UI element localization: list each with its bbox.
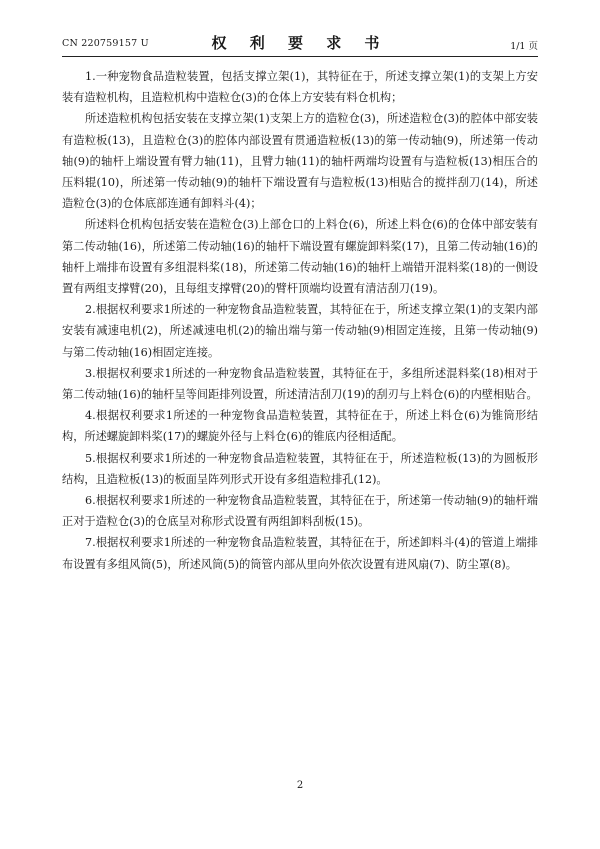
claim-2: 2.根据权利要求1所述的一种宠物食品造粒装置，其特征在于，所述支撑立架(1)的支架内部安装有减速电机(2)，所述减速电机(2)的输出端与第一传动轴(9)相固定连接，且第一传动轴(9)与第二传动轴(16)相固定连接。 — [62, 303, 538, 359]
page-number: 2 — [296, 780, 304, 791]
claim-6: 6.根据权利要求1所述的一种宠物食品造粒装置，其特征在于，所述第一传动轴(9)的轴杆端正对于造粒仓(3)的仓底呈对称形式设置有两组卸料刮板(15)。 — [62, 494, 538, 529]
document-title: 权 利 要 求 书 — [211, 34, 389, 52]
claim-7: 7.根据权利要求1所述的一种宠物食品造粒装置，其特征在于，所述卸料斗(4)的管道上端排布设置有多组风筒(5)，所述风筒(5)的筒管内部从里向外依次设置有进风扇(7)、防尘罩(8)。 — [62, 536, 538, 571]
claim-1-paragraph-3: 所述料仓机构包括安装在造粒仓(3)上部仓口的上料仓(6)，所述上料仓(6)的仓体中部安装有第二传动轴(16)，所述第二传动轴(16)的轴杆下端设置有螺旋卸料桨(17)，且第二传动轴(16)的轴杆上端排布设置有多组混料桨(18)，所述第二传动轴(16)的轴杆上端错开混料桨(18)的一侧设置有两组支撑臂(20)，且每组支撑臂(20)的臂杆顶端均设置有清洁刮刀(19)。 — [62, 218, 538, 296]
claim-1-paragraph: 1.一种宠物食品造粒装置，包括支撑立架(1)，其特征在于，所述支撑立架(1)的支架上方安装有造粒机构，且造粒机构中造粒仓(3)的仓体上方安装有料仓机构； — [62, 70, 538, 105]
page-indicator: 1/1 页 — [510, 41, 538, 52]
header-rule — [62, 56, 538, 57]
claim-3: 3.根据权利要求1所述的一种宠物食品造粒装置，其特征在于，多组所述混料桨(18)相对于第二传动轴(16)的轴杆呈等间距排列设置，所述清洁刮刀(19)的刮刃与上料仓(6)的内壁相贴合。 — [62, 366, 538, 402]
publication-number: CN 220759157 U — [62, 38, 149, 49]
page-header — [62, 30, 538, 54]
claims-body — [62, 66, 538, 575]
claim-5: 5.根据权利要求1所述的一种宠物食品造粒装置，其特征在于，所述造粒板(13)的为圆板形结构，且造粒板(13)的板面呈阵列形式开设有多组造粒排孔(12)。 — [62, 451, 538, 486]
claim-1-paragraph-2: 所述造粒机构包括安装在支撑立架(1)支架上方的造粒仓(3)，所述造粒仓(3)的腔体中部安装有造粒板(13)，且造粒仓(3)的腔体内部设置有贯通造粒板(13)的第一传动轴(9)，所述第一传动轴(9)的轴杆上端设置有臂力轴(11)，且臂力轴(11)的轴杆两端均设置有与造粒板(13)相压合的压料辊(10)，所述第一传动轴(9)的轴杆下端设置有与造粒板(13)相贴合的搅拌刮刀(14)，所述造粒仓(3)的仓体底部连通有卸料斗(4)； — [62, 112, 538, 211]
claim-4: 4.根据权利要求1所述的一种宠物食品造粒装置，其特征在于，所述上料仓(6)为锥筒形结构，所述螺旋卸料桨(17)的螺旋外径与上料仓(6)的锥底内径相适配。 — [62, 409, 538, 444]
